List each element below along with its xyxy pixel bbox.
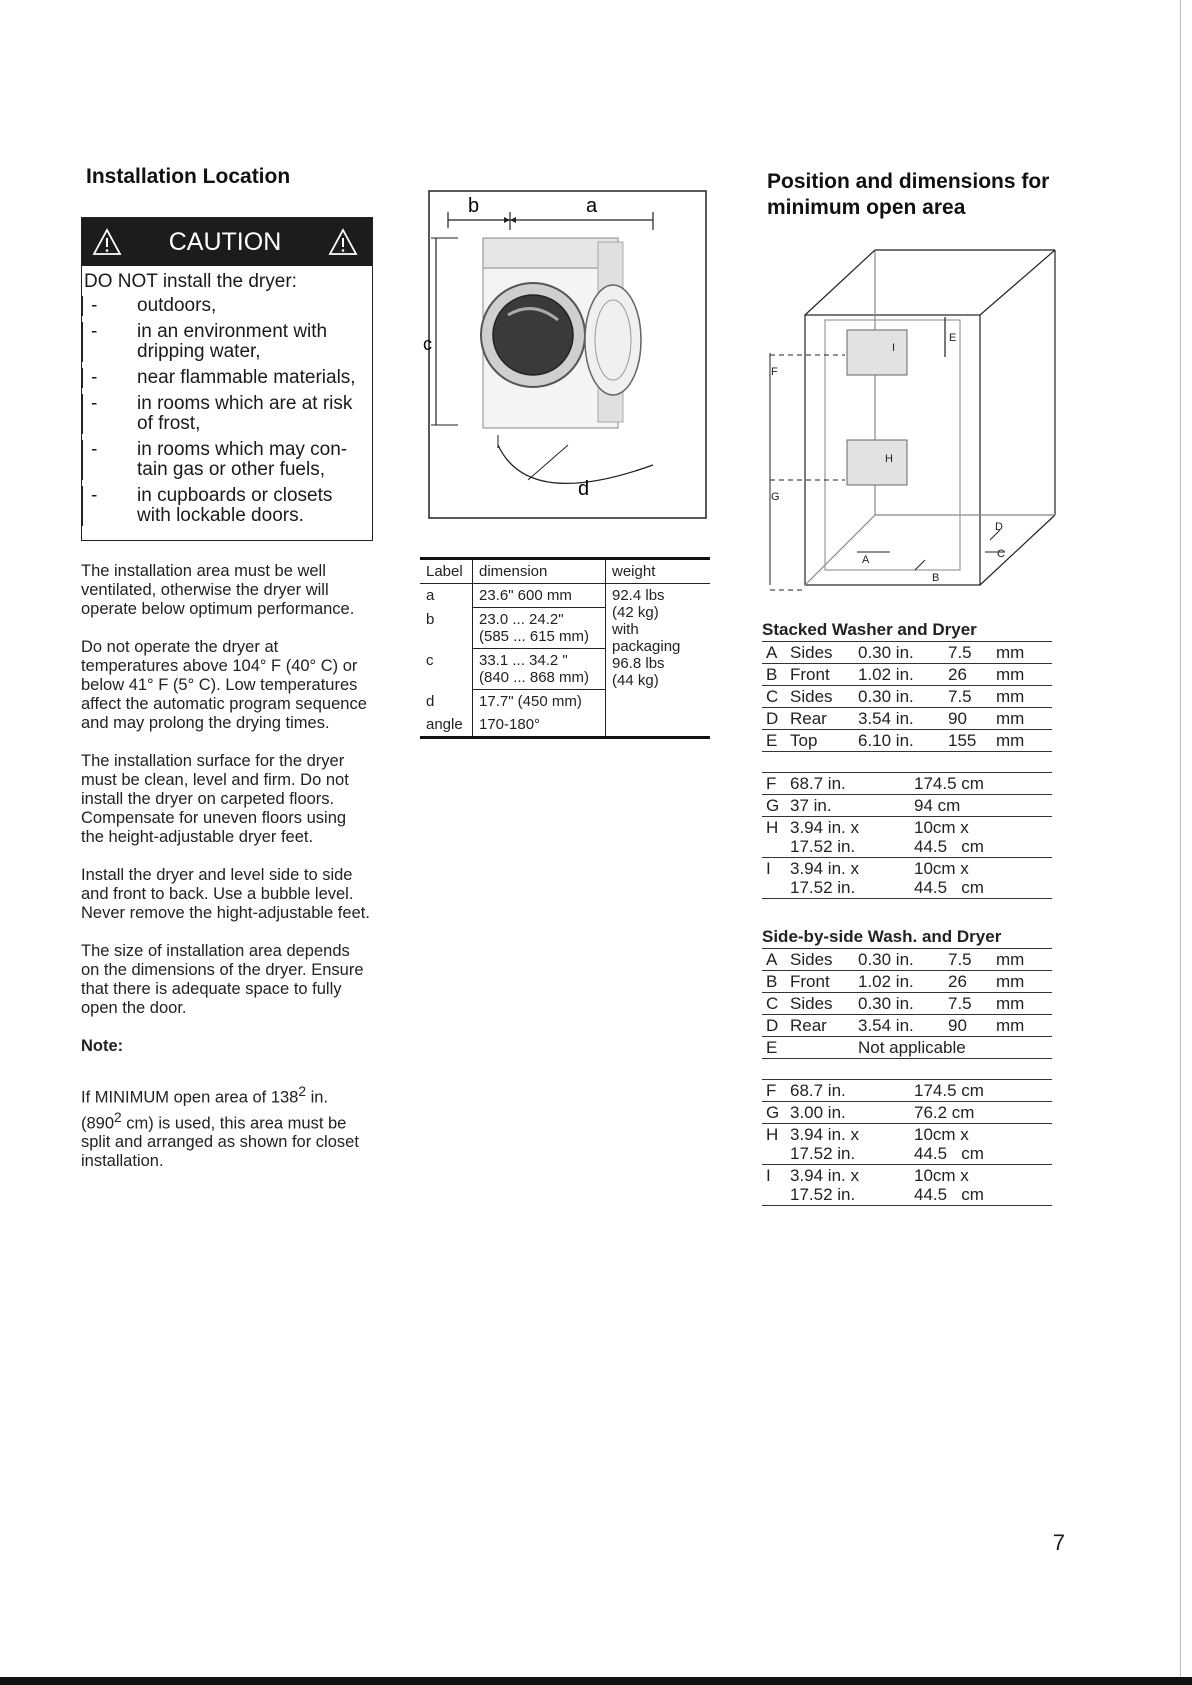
spec-row (762, 1165, 1052, 1206)
side-rows (762, 948, 1052, 1037)
spec-cell-line: 3.94 in. x (790, 1125, 859, 1144)
caution-item-line: near flammable materials, (137, 367, 356, 388)
label-a: A (862, 554, 870, 566)
caution-item (82, 486, 372, 526)
spec-cell (914, 1166, 984, 1204)
row-letter: H (766, 818, 779, 837)
spec-cell: 7.5 (948, 994, 972, 1013)
label-c: c (423, 334, 432, 354)
weight-line: with (612, 621, 639, 638)
caution-item (82, 394, 372, 434)
caution-item-line: outdoors, (137, 295, 217, 316)
spec-cell: Top (790, 731, 818, 750)
spec-cell-line: 10cm x (914, 1125, 969, 1144)
body-paragraph: The installation surface for the dryer must be clean, level and firm. Do not install the dryer on carpeted floors. Compensate for uneven floors using the height-adjustable dryer feet. (81, 752, 349, 846)
weight-line: 92.4 lbs (612, 587, 665, 604)
side-title: Side-by-side Wash. and Dryer (762, 927, 1002, 946)
spec-cell: 1.02 in. (858, 665, 914, 684)
spec-row (762, 993, 1052, 1015)
spec-cell: Rear (790, 709, 827, 728)
vent-i (847, 330, 907, 375)
note-text-part: cm) is used, this area must be split and arranged as shown for closet installation. (81, 1114, 359, 1170)
dimension-line: 170-180° (479, 716, 541, 733)
spec-row (762, 730, 1052, 752)
spec-cell: 0.30 in. (858, 687, 914, 706)
dimension-line: 33.1 ... 34.2 " (479, 652, 568, 669)
caution-item-line: with lockable doors. (137, 505, 304, 526)
caution-list (82, 296, 372, 526)
row-letter: G (766, 796, 780, 815)
spec-cell-line: 94 cm (914, 796, 961, 815)
spec-cell (790, 1103, 914, 1122)
spec-cell: 6.10 in. (858, 731, 914, 750)
row-label: b (420, 608, 473, 649)
spec-cell (914, 1125, 984, 1163)
row-value: Not applicable (858, 1038, 966, 1057)
spec-row (762, 949, 1052, 971)
dimension-line: (585 ... 615 mm) (479, 628, 590, 645)
warning-icon (92, 228, 122, 256)
spec-cell: C (766, 994, 779, 1013)
spec-cell (914, 818, 984, 856)
spec-cell-line: 174.5 cm (914, 774, 984, 793)
note-text (81, 1082, 371, 1171)
spec-row (762, 817, 1052, 858)
caution-box (81, 217, 373, 541)
spec-cell: D (766, 1016, 779, 1035)
spec-cell: 7.5 (948, 687, 972, 706)
label-d: d (578, 478, 590, 500)
spec-cell-line: 44.5 cm (914, 1185, 984, 1204)
note-text-part: If MINIMUM open area of 138 (81, 1088, 299, 1107)
label-i: I (892, 342, 896, 354)
caution-item-text (137, 368, 356, 388)
dryer-dimensions-figure (423, 190, 708, 520)
spec-cell: Rear (790, 1016, 827, 1035)
caution-item-text (137, 394, 352, 434)
spec-cell: 3.54 in. (858, 709, 914, 728)
spec-cell: A (766, 643, 778, 662)
caution-item-line: in rooms which may con- (137, 439, 348, 460)
vent-h (847, 440, 907, 485)
spec-cell-line: 174.5 cm (914, 1081, 984, 1100)
row-letter: F (766, 1081, 777, 1100)
spec-cell: 1.02 in. (858, 972, 914, 991)
caution-header (82, 218, 372, 266)
spec-cell (790, 774, 914, 793)
spec-cell: Front (790, 665, 830, 684)
spec-cell: mm (996, 950, 1025, 969)
weight-cell (606, 584, 711, 737)
spec-cell (790, 818, 914, 856)
spec-cell (790, 859, 914, 897)
spec-cell: mm (996, 972, 1025, 991)
spec-row (762, 858, 1052, 899)
spec-cell (790, 1125, 914, 1163)
spec-row-not-applicable (762, 1037, 1052, 1059)
spec-cell: mm (996, 731, 1025, 750)
spec-cell: Sides (790, 950, 833, 969)
caution-item (82, 322, 372, 362)
side-rows-secondary (762, 1079, 1052, 1206)
spec-cell: B (766, 665, 778, 684)
weight-line: (42 kg) (612, 604, 659, 621)
caution-item (82, 296, 372, 316)
spec-row (762, 664, 1052, 686)
warning-icon (328, 228, 358, 256)
side-spec-table (762, 927, 1052, 1206)
spec-cell: 155 (948, 731, 977, 750)
caution-item-text (137, 440, 347, 480)
spec-row (762, 971, 1052, 993)
stacked-rows (762, 641, 1052, 752)
row-letter: H (766, 1125, 779, 1144)
spec-cell: Front (790, 972, 830, 991)
row-label: d (420, 690, 473, 714)
label-a: a (586, 195, 598, 217)
bullet-dash: - (91, 393, 98, 414)
caution-item-line: in rooms which are at risk (137, 393, 353, 414)
spec-cell (914, 1081, 984, 1100)
spec-cell: B (766, 972, 778, 991)
spec-row (762, 1015, 1052, 1037)
spec-row (762, 1124, 1052, 1165)
dimension-table (420, 557, 710, 739)
note-text-part: in. (890 (81, 1088, 329, 1132)
label-g: G (771, 491, 780, 503)
spec-cell-line: 10cm x (914, 859, 969, 878)
dimension-line: (840 ... 868 mm) (479, 669, 590, 686)
spec-cell (914, 796, 960, 815)
bullet-dash: - (91, 485, 98, 506)
spec-row (762, 642, 1052, 664)
dimension-line: 23.0 ... 24.2" (479, 611, 564, 628)
body-paragraph: The installation area must be well ventilated, otherwise the dryer will operate below optimum performance. (81, 562, 355, 618)
page-edge (1180, 0, 1181, 1685)
body-paragraph: Do not operate the dryer at temperatures above 104° F (40° C) or below 41° F (5° C). Low temperatures affect the automatic program sequence and may prolong the drying times. (81, 638, 367, 732)
dimension-row (420, 584, 710, 608)
spec-cell-line: 44.5 cm (914, 878, 984, 897)
spec-cell: 90 (948, 709, 967, 728)
caution-item (82, 440, 372, 480)
stacked-rows-secondary (762, 772, 1052, 899)
bullet-dash: - (91, 295, 98, 316)
label-f: F (771, 366, 778, 378)
spec-cell (790, 796, 914, 815)
spec-cell: 26 (948, 972, 967, 991)
open-door (585, 285, 641, 395)
spec-row (762, 1080, 1052, 1102)
header-weight: weight (612, 563, 656, 580)
right-title-line: minimum open area (767, 196, 966, 219)
spec-cell-line: 68.7 in. (790, 1081, 846, 1100)
spec-row (762, 708, 1052, 730)
spec-cell (914, 859, 984, 897)
row-dimension (473, 649, 606, 690)
spec-cell: 7.5 (948, 950, 972, 969)
scan-border (0, 1677, 1192, 1685)
spec-cell-line: 3.94 in. x (790, 859, 859, 878)
spec-cell: A (766, 950, 778, 969)
spec-cell-line: 37 in. (790, 796, 832, 815)
row-label: a (420, 584, 473, 608)
spec-cell: C (766, 687, 779, 706)
row-dimension (473, 608, 606, 649)
right-title (767, 169, 1049, 221)
row-label: c (420, 649, 473, 690)
closet-area-diagram (765, 245, 1065, 590)
spec-cell: mm (996, 994, 1025, 1013)
label-b: B (932, 572, 940, 584)
caution-item-line: dripping water, (137, 341, 261, 362)
bullet-dash: - (91, 439, 98, 460)
label-h: H (885, 453, 893, 465)
stacked-spec-table (762, 620, 1052, 899)
header-dimension: dimension (473, 560, 606, 584)
spec-cell-line: 17.52 in. (790, 878, 856, 897)
header-label: Label (420, 560, 473, 584)
spec-cell-line: 3.94 in. x (790, 1166, 859, 1185)
spec-cell-line: 17.52 in. (790, 837, 856, 856)
row-dimension (473, 690, 606, 714)
spec-cell (790, 1081, 914, 1100)
caution-intro: DO NOT install the dryer: (84, 271, 297, 292)
spec-cell: Sides (790, 994, 833, 1013)
spec-cell-line: 44.5 cm (914, 1144, 984, 1163)
dimension-line: 17.7" (450 mm) (479, 693, 582, 710)
section-title: Installation Location (86, 165, 291, 188)
spec-cell: 3.54 in. (858, 1016, 914, 1035)
row-letter: I (766, 859, 771, 878)
note-superscript: 2 (298, 1084, 307, 1099)
weight-line: packaging (612, 638, 681, 655)
row-letter: G (766, 1103, 780, 1122)
bullet-dash: - (91, 321, 98, 342)
spec-cell: 26 (948, 665, 967, 684)
spec-cell-line: 44.5 cm (914, 837, 984, 856)
caution-item-line: tain gas or other fuels, (137, 459, 325, 480)
spec-cell-line: 3.00 in. (790, 1103, 846, 1122)
bullet-dash: - (91, 367, 98, 388)
spec-cell (914, 1103, 974, 1122)
spec-cell-line: 3.94 in. x (790, 818, 859, 837)
spec-cell-line: 17.52 in. (790, 1185, 856, 1204)
caution-item-line: in cupboards or closets (137, 485, 333, 506)
body-paragraph: Install the dryer and level side to side and front to back. Use a bubble level. Never remove the hight-adjustable feet. (81, 866, 370, 922)
label-e: E (949, 332, 957, 344)
caution-item-line: in an environment with (137, 321, 328, 342)
right-title-line: Position and dimensions for (767, 170, 1050, 193)
spec-row (762, 795, 1052, 817)
spec-cell: mm (996, 687, 1025, 706)
caution-label: CAUTION (168, 227, 282, 256)
spec-cell-line: 17.52 in. (790, 1144, 856, 1163)
note-superscript: 2 (114, 1109, 122, 1125)
left-body (81, 562, 371, 1190)
label-c: C (997, 548, 1005, 560)
label-b: b (468, 195, 480, 217)
spec-row (762, 686, 1052, 708)
spec-cell: mm (996, 709, 1025, 728)
spec-cell: 90 (948, 1016, 967, 1035)
spec-row (762, 773, 1052, 795)
caution-item-text (137, 296, 216, 316)
spec-row (762, 1102, 1052, 1124)
spec-cell: mm (996, 665, 1025, 684)
spec-cell: mm (996, 1016, 1025, 1035)
drum-window (493, 295, 573, 375)
caution-item-text (137, 322, 327, 362)
spec-cell (914, 774, 984, 793)
spec-cell: E (766, 731, 778, 750)
row-letter: F (766, 774, 777, 793)
spec-cell: 7.5 (948, 643, 972, 662)
row-dimension (473, 584, 606, 608)
paragraph-list (81, 562, 371, 1018)
spec-cell: 0.30 in. (858, 643, 914, 662)
spec-cell: D (766, 709, 779, 728)
weight-line: 96.8 lbs (612, 655, 665, 672)
dimension-line: 23.6" 600 mm (479, 587, 572, 604)
spec-cell: Sides (790, 687, 833, 706)
caution-item (82, 368, 372, 388)
spec-cell: 0.30 in. (858, 994, 914, 1013)
body-paragraph: The size of installation area depends on the dimensions of the dryer. Ensure that there is adequate space to fully open the door. (81, 942, 364, 1017)
spec-cell-line: 68.7 in. (790, 774, 846, 793)
caution-item-line: of frost, (137, 413, 201, 434)
caution-item-text (137, 486, 332, 526)
row-letter: I (766, 1166, 771, 1185)
spec-cell: mm (996, 643, 1025, 662)
spec-cell: Sides (790, 643, 833, 662)
weight-line: (44 kg) (612, 672, 659, 689)
row-dimension (473, 713, 606, 736)
stacked-title: Stacked Washer and Dryer (762, 620, 977, 639)
label-d: D (995, 521, 1003, 533)
spec-cell-line: 76.2 cm (914, 1103, 975, 1122)
spec-cell-line: 10cm x (914, 818, 969, 837)
row-label: angle (420, 713, 473, 736)
note-label: Note: (81, 1037, 124, 1055)
spec-cell-line: 10cm x (914, 1166, 969, 1185)
spec-cell: 0.30 in. (858, 950, 914, 969)
row-letter: E (766, 1038, 778, 1057)
page-number: 7 (1052, 1530, 1065, 1555)
spec-cell (790, 1166, 914, 1204)
